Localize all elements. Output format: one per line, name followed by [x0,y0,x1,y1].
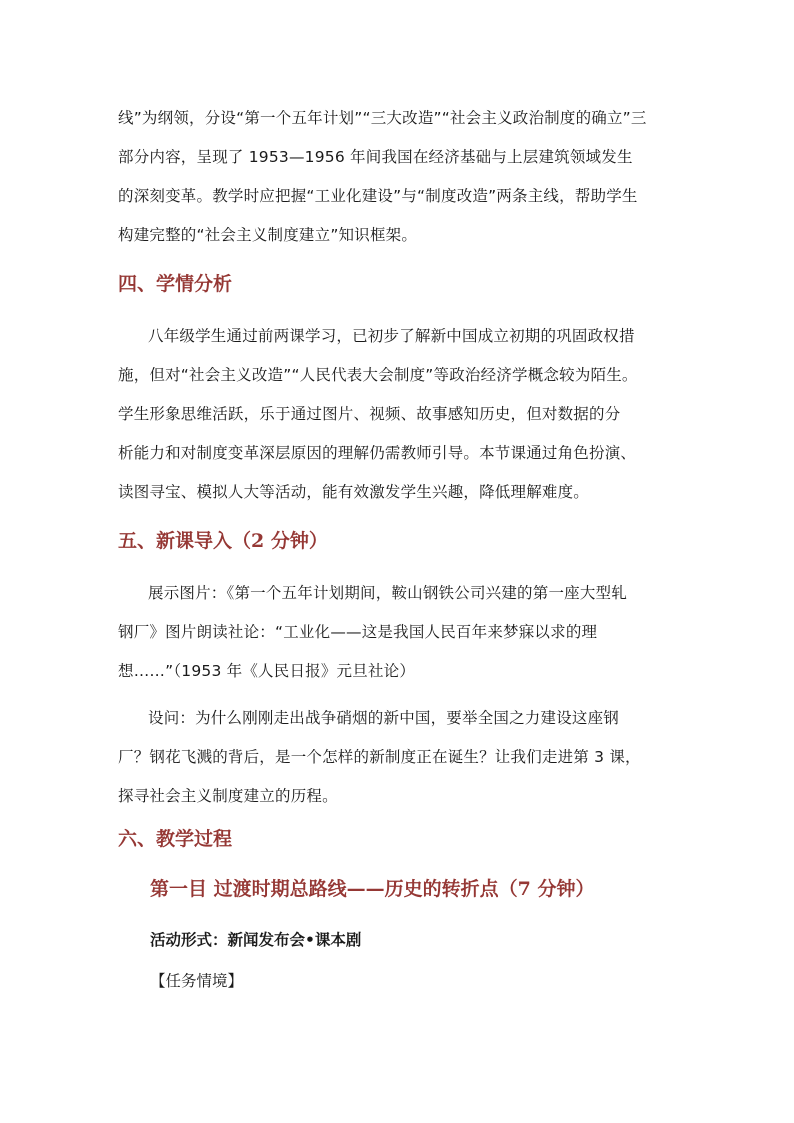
paragraph-line: 八年级学生通过前两课学习，已初步了解新中国成立初期的巩固政权措 [148,327,635,345]
section-heading-teaching-process: 六、教学过程 [118,828,233,850]
paragraph-line: 读图寻宝、模拟人大等活动，能有效激发学生兴趣，降低理解难度。 [118,483,590,501]
paragraph-line: 线”为纲领，分设“第一个五年计划”“三大改造”“社会主义政治制度的确立”三 [118,109,647,127]
section-heading-learner-analysis: 四、学情分析 [118,273,233,295]
activity-format: 活动形式：新闻发布会•课本剧 [150,931,362,949]
task-scenario-label: 【任务情境】 [150,972,244,990]
paragraph-line: 探寻社会主义制度建立的历程。 [118,787,338,805]
paragraph-line: 厂？钢花飞溅的背后，是一个怎样的新制度正在诞生？让我们走进第 3 课， [118,748,641,766]
section-heading-lesson-intro: 五、新课导入（2 分钟） [118,530,328,552]
paragraph-line: 学生形象思维活跃，乐于通过图片、视频、故事感知历史，但对数据的分 [118,405,621,423]
paragraph-line: 析能力和对制度变革深层原因的理解仍需教师引导。本节课通过角色扮演、 [118,444,637,462]
paragraph-line: 设问：为什么刚刚走出战争硝烟的新中国，要举全国之力建设这座钢 [148,709,620,727]
paragraph-line: 的深刻变革。教学时应把握“工业化建设”与“制度改造”两条主线，帮助学生 [118,187,638,205]
paragraph-line: 展示图片：《第一个五年计划期间，鞍山钢铁公司兴建的第一座大型轧 [148,584,627,602]
paragraph-line: 构建完整的“社会主义制度建立”知识框架。 [118,226,418,244]
subsection-heading: 第一目 过渡时期总路线——历史的转折点（7 分钟） [150,878,595,900]
paragraph-line: 施，但对“社会主义改造”“人民代表大会制度”等政治经济学概念较为陌生。 [118,366,638,384]
paragraph-line: 部分内容，呈现了 1953—1956 年间我国在经济基础与上层建筑领域发生 [118,148,633,166]
paragraph-line: 钢厂》图片朗读社论：“工业化——这是我国人民百年来梦寐以求的理 [118,623,598,641]
paragraph-line: 想……”（1953 年《人民日报》元旦社论） [118,662,416,680]
